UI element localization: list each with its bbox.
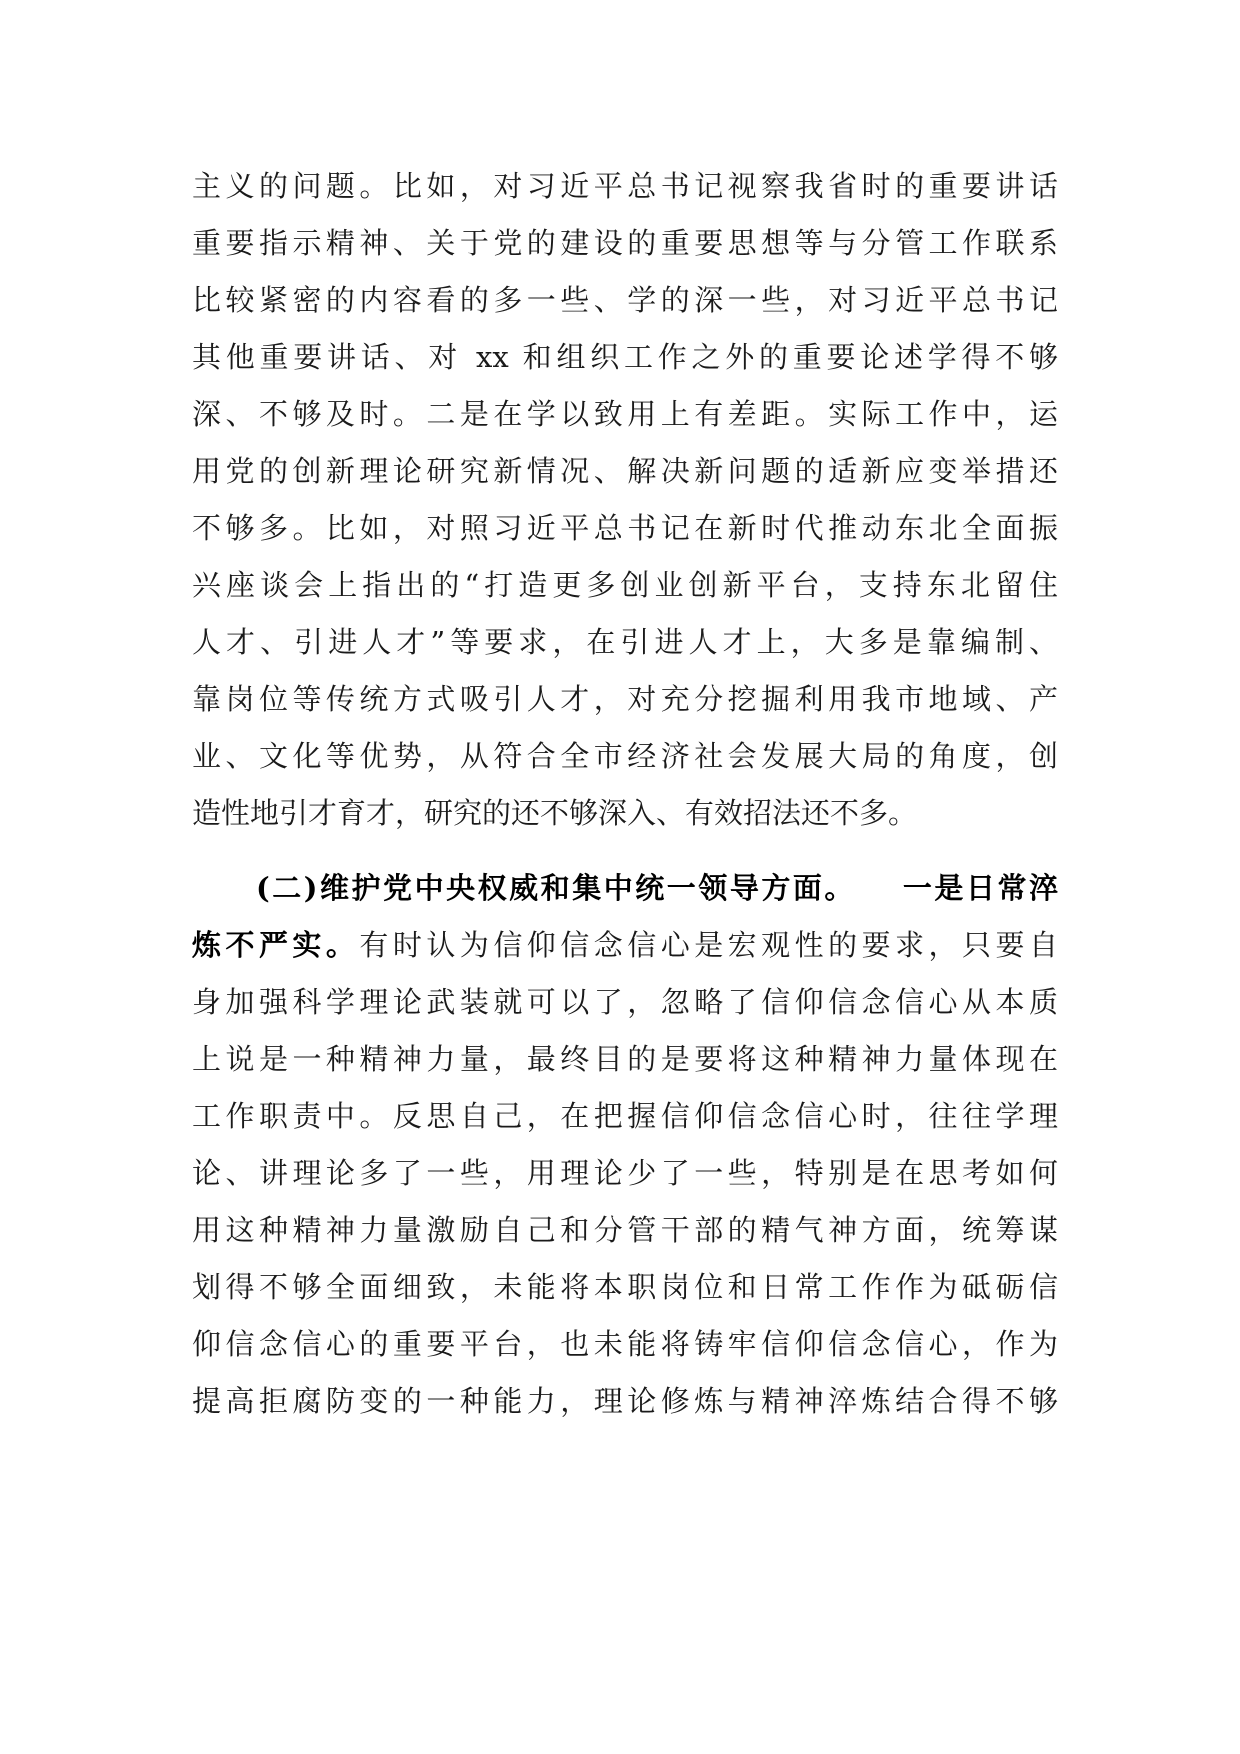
subheading-part2: 炼不严实。 — [192, 928, 360, 962]
paragraph-1 — [192, 158, 1058, 842]
paragraph-spacing — [192, 842, 1058, 860]
paragraph-line: 身加强科学理论武装就可以了，忽略了信仰信念信心从本质 — [192, 985, 1058, 1019]
paragraph-line — [192, 917, 1058, 974]
paragraph-line: 深、不够及时。二是在学以致用上有差距。实际工作中，运 — [192, 397, 1058, 431]
paragraph-line: 不够多。比如，对照习近平总书记在新时代推动东北全面振 — [192, 511, 1058, 545]
paragraph-line: 用这种精神力量激励自己和分管干部的精气神方面，统筹谋 — [192, 1213, 1058, 1247]
document-body — [192, 158, 1058, 1430]
section-heading: (二)维护党中央权威和集中统一领导方面。 — [256, 871, 856, 905]
paragraph-line-text: 有时认为信仰信念信心是宏观性的要求，只要自 — [359, 928, 1058, 962]
paragraph-line: 靠岗位等传统方式吸引人才，对充分挖掘利用我市地域、产 — [192, 682, 1058, 716]
paragraph-line: 提高拒腐防变的一种能力，理论修炼与精神淬炼结合得不够 — [192, 1384, 1058, 1418]
paragraph-line: 上说是一种精神力量，最终目的是要将这种精神力量体现在 — [192, 1042, 1058, 1076]
subheading-part1: 一是日常淬 — [902, 871, 1058, 905]
paragraph-line: 人才、引进人才”等要求，在引进人才上，大多是靠编制、 — [192, 625, 1058, 659]
paragraph-line: 主义的问题。比如，对习近平总书记视察我省时的重要讲话 — [192, 169, 1058, 203]
section-heading-line — [192, 860, 1058, 917]
paragraph-line: 论、讲理论多了一些，用理论少了一些，特别是在思考如何 — [192, 1156, 1058, 1190]
paragraph-line: 用党的创新理论研究新情况、解决新问题的适新应变举措还 — [192, 454, 1058, 488]
paragraph-line: 造性地引才育才，研究的还不够深入、有效招法还不多。 — [192, 796, 918, 830]
paragraph-line: 其他重要讲话、对 xx 和组织工作之外的重要论述学得不够 — [192, 340, 1058, 374]
paragraph-line: 比较紧密的内容看的多一些、学的深一些，对习近平总书记 — [192, 283, 1058, 317]
paragraph-2 — [192, 860, 1058, 1430]
paragraph-line: 重要指示精神、关于党的建设的重要思想等与分管工作联系 — [192, 226, 1058, 260]
paragraph-line: 工作职责中。反思自己，在把握信仰信念信心时，往往学理 — [192, 1099, 1058, 1133]
paragraph-line: 业、文化等优势，从符合全市经济社会发展大局的角度，创 — [192, 739, 1058, 773]
paragraph-line: 兴座谈会上指出的“打造更多创业创新平台，支持东北留住 — [192, 568, 1058, 602]
paragraph-line: 划得不够全面细致，未能将本职岗位和日常工作作为砥砺信 — [192, 1270, 1058, 1304]
paragraph-line: 仰信念信心的重要平台，也未能将铸牢信仰信念信心，作为 — [192, 1327, 1058, 1361]
